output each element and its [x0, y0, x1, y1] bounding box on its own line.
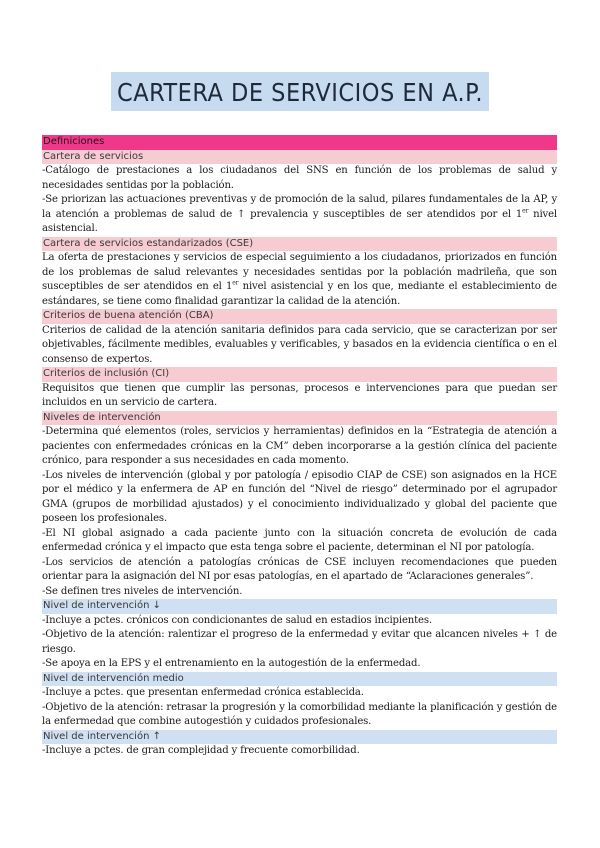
section-header-cba: Criterios de buena atención (CBA) — [42, 309, 557, 324]
paragraph: -Se priorizan las actuaciones preventivas y de promoción de la salud, pilares fundamentales de la AP, y la atención a problemas de salud de ↑ prevalencia y susceptibles de ser atendidos por el 1er nivel asistencial. — [42, 194, 557, 234]
paragraph: -Catálogo de prestaciones a los ciudadanos del SNS en función de los problemas de salud y necesidades sentidas por la población. — [42, 165, 557, 191]
section-header-ci: Criterios de inclusión (CI) — [42, 367, 557, 382]
paragraph: -Los servicios de atención a patologías crónicas de CSE incluyen recomendaciones que pueden orientar para la asignación del NI por esas patologías, en el apartado de “Aclaraciones generales”. — [42, 556, 557, 582]
title-container — [0, 72, 600, 111]
paragraph: -Incluye a pctes. que presentan enfermedad crónica establecida. — [42, 687, 364, 698]
paragraph: -Determina qué elementos (roles, servicios y herramientas) definidos en la “Estrategia de atención a pacientes con enfermedades crónicas en la CM” deben incorporarse a la gestión clínica del paciente crónico, para responder a sus necesidades en cada momento. — [42, 426, 557, 466]
document-content — [42, 135, 557, 759]
section-header-nivel-medio: Nivel de intervención medio — [42, 672, 557, 687]
paragraph: Criterios de calidad de la atención sanitaria definidos para cada servicio, que se caracterizan por ser objetivables, fácilmente medibles, evaluables y verificables, y basados en la evidencia científica o en el consenso de expertos. — [42, 324, 557, 365]
page-title: CARTERA DE SERVICIOS EN A.P. — [111, 72, 489, 111]
paragraph: Requisitos que tienen que cumplir las personas, procesos e intervenciones para que puedan ser incluidos en un servicio de cartera. — [42, 382, 557, 408]
section-header-cse: Cartera de servicios estandarizados (CSE) — [42, 237, 557, 252]
section-header-niveles: Niveles de intervención — [42, 411, 557, 426]
paragraph: -Se apoya en la EPS y el entrenamiento en la autogestión de la enfermedad. — [42, 658, 421, 669]
paragraph: -Objetivo de la atención: ralentizar el progreso de la enfermedad y evitar que alcancen niveles + ↑ de riesgo. — [42, 629, 557, 655]
paragraph: -Objetivo de la atención: retrasar la progresión y la comorbilidad mediante la planificación y gestión de la enfermedad que combine autogestión y cuidados profesionales. — [42, 701, 557, 727]
paragraph: La oferta de prestaciones y servicios de especial seguimiento a los ciudadanos, priorizados en función de los problemas de salud relevantes y necesidades sentidas por la población madrileña, que son susceptibles de ser atendidos en el 1er nivel asistencial y en los que, mediante el establecimiento de estándares, se tiene como finalidad garantizar la calidad de la atención. — [42, 252, 558, 307]
paragraph: -Incluye a pctes. de gran complejidad y frecuente comorbilidad. — [42, 745, 360, 756]
section-header-nivel-bajo: Nivel de intervención ↓ — [42, 599, 557, 614]
paragraph: -Se definen tres niveles de intervención. — [42, 585, 243, 597]
section-header-cartera: Cartera de servicios — [42, 150, 557, 165]
section-header-nivel-alto: Nivel de intervención ↑ — [42, 730, 557, 745]
paragraph: -Los niveles de intervención (global y por patología / episodio CIAP de CSE) son asignados en la HCE por el médico y la enfermera de AP en función del “Nivel de riesgo” determinado por el agrupador GMA (grupos de morbilidad ajustados) y el conocimiento individualizado y global del paciente que poseen los profesionales. — [42, 469, 557, 524]
paragraph: -Incluye a pctes. crónicos con condicionantes de salud en estadios incipientes. — [42, 614, 432, 626]
section-header-definiciones: Definiciones — [42, 135, 557, 150]
paragraph: -El NI global asignado a cada paciente junto con la situación concreta de evolución de cada enfermedad crónica y el impacto que esta tenga sobre el paciente, determinan el NI por patología. — [42, 527, 557, 553]
